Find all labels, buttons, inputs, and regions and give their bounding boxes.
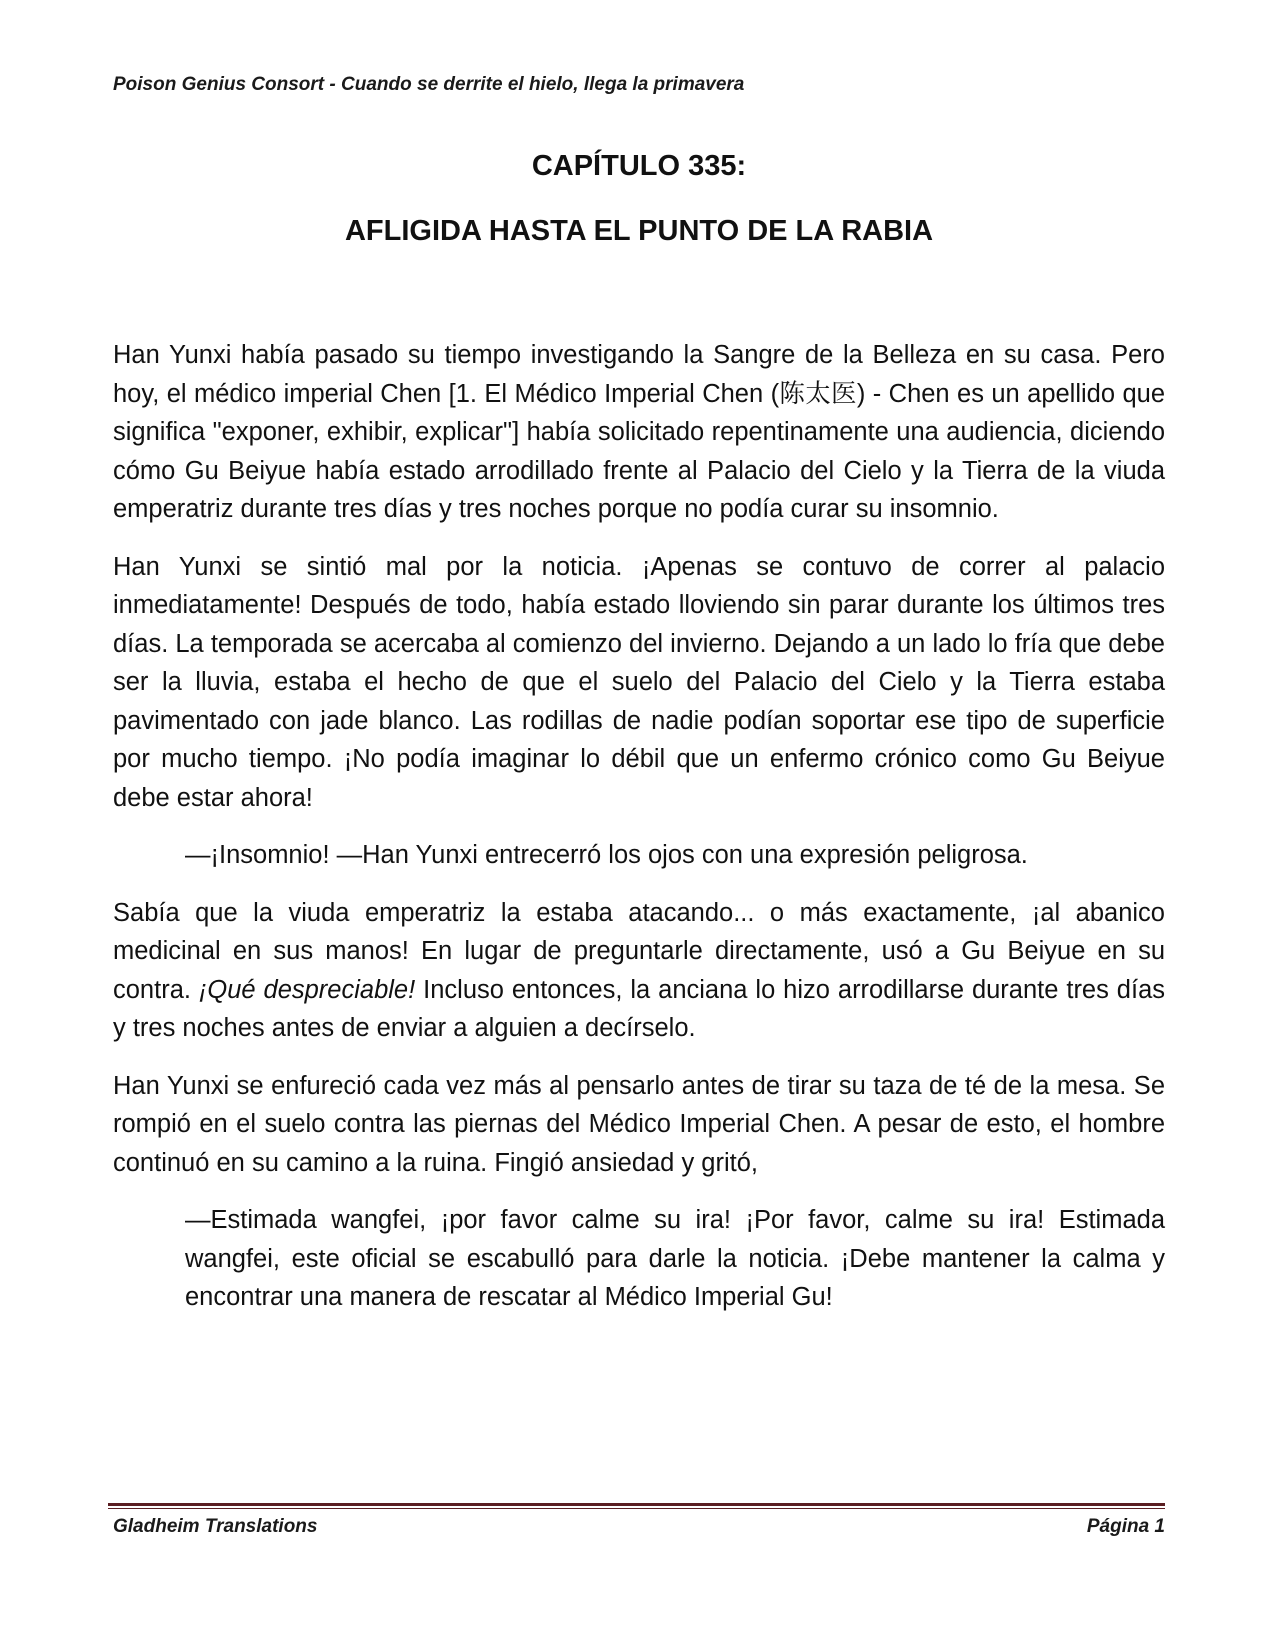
page-footer [113,1516,1165,1538]
italic-emphasis: ¡Qué despreciable! [198,975,416,1004]
footer-publisher: Gladheim Translations [113,1516,318,1537]
running-header: Poison Genius Consort - Cuando se derrite el hielo, llega la primavera [113,74,745,95]
paragraph-text: Sabía que la viuda emperatriz la estaba atacando... o más exactamente, ¡al abanico medicinal en sus manos! En lugar de preguntarle directamente, usó a Gu Beiyue en su contra. [113,898,1165,1004]
paragraph-text: Incluso entonces, la anciana lo hizo arrodillarse durante tres días y tres noches antes de enviar a alguien a decírselo. [113,975,1165,1042]
paragraph: Han Yunxi se sintió mal por la noticia. ¡Apenas se contuvo de correr al palacio inmediatamente! Después de todo, había estado lloviendo sin parar durante los últimos tres días. La temporada se acercaba al comienzo del invierno. Dejando a un lado lo fría que debe ser la lluvia, estaba el hecho de que el suelo del Palacio del Cielo y la Tierra estaba pavimentado con jade blanco. Las rodillas de nadie podían soportar ese tipo de superficie por mucho tiempo. ¡No podía imaginar lo débil que un enfermo crónico como Gu Beiyue debe estar ahora! [113,552,1165,812]
footer-divider-thin [108,1508,1165,1509]
paragraph: Han Yunxi había pasado su tiempo investigando la Sangre de la Belleza en su casa. Pero hoy, el médico imperial Chen [1. El Médico Imperial Chen (陈太医) - Chen es un apellido que significa "exponer, exhibir, explicar"] había solicitado repentinamente una audiencia, diciendo cómo Gu Beiyue había estado arrodillado frente al Palacio del Cielo y la Tierra de la viuda emperatriz durante tres días y tres noches porque no podía curar su insomnio. [113,341,1165,523]
chapter-number: CAPÍTULO 335: [531,150,747,182]
chapter-title: AFLIGIDA HASTA EL PUNTO DE LA RABIA [344,215,934,247]
paragraph [113,894,1165,1048]
dialogue-paragraph: —¡Insomnio! —Han Yunxi entrecerró los ojos con una expresión peligrosa. [185,841,1028,869]
paragraph: Han Yunxi se enfureció cada vez más al pensarlo antes de tirar su taza de té de la mesa. Se rompió en el suelo contra las piernas del Médico Imperial Chen. A pesar de esto, el hombre continuó en su camino a la ruina. Fingió ansiedad y gritó, [113,1071,1165,1177]
chapter-body [113,336,1165,1317]
dialogue-paragraph: —Estimada wangfei, ¡por favor calme su ira! ¡Por favor, calme su ira! Estimada wangfei, este oficial se escabulló para darle la noticia. ¡Debe mantener la calma y encontrar una manera de rescatar al Médico Imperial Gu! [185,1206,1165,1311]
page-number: Página 1 [1086,1516,1165,1537]
footer-divider [108,1503,1165,1506]
